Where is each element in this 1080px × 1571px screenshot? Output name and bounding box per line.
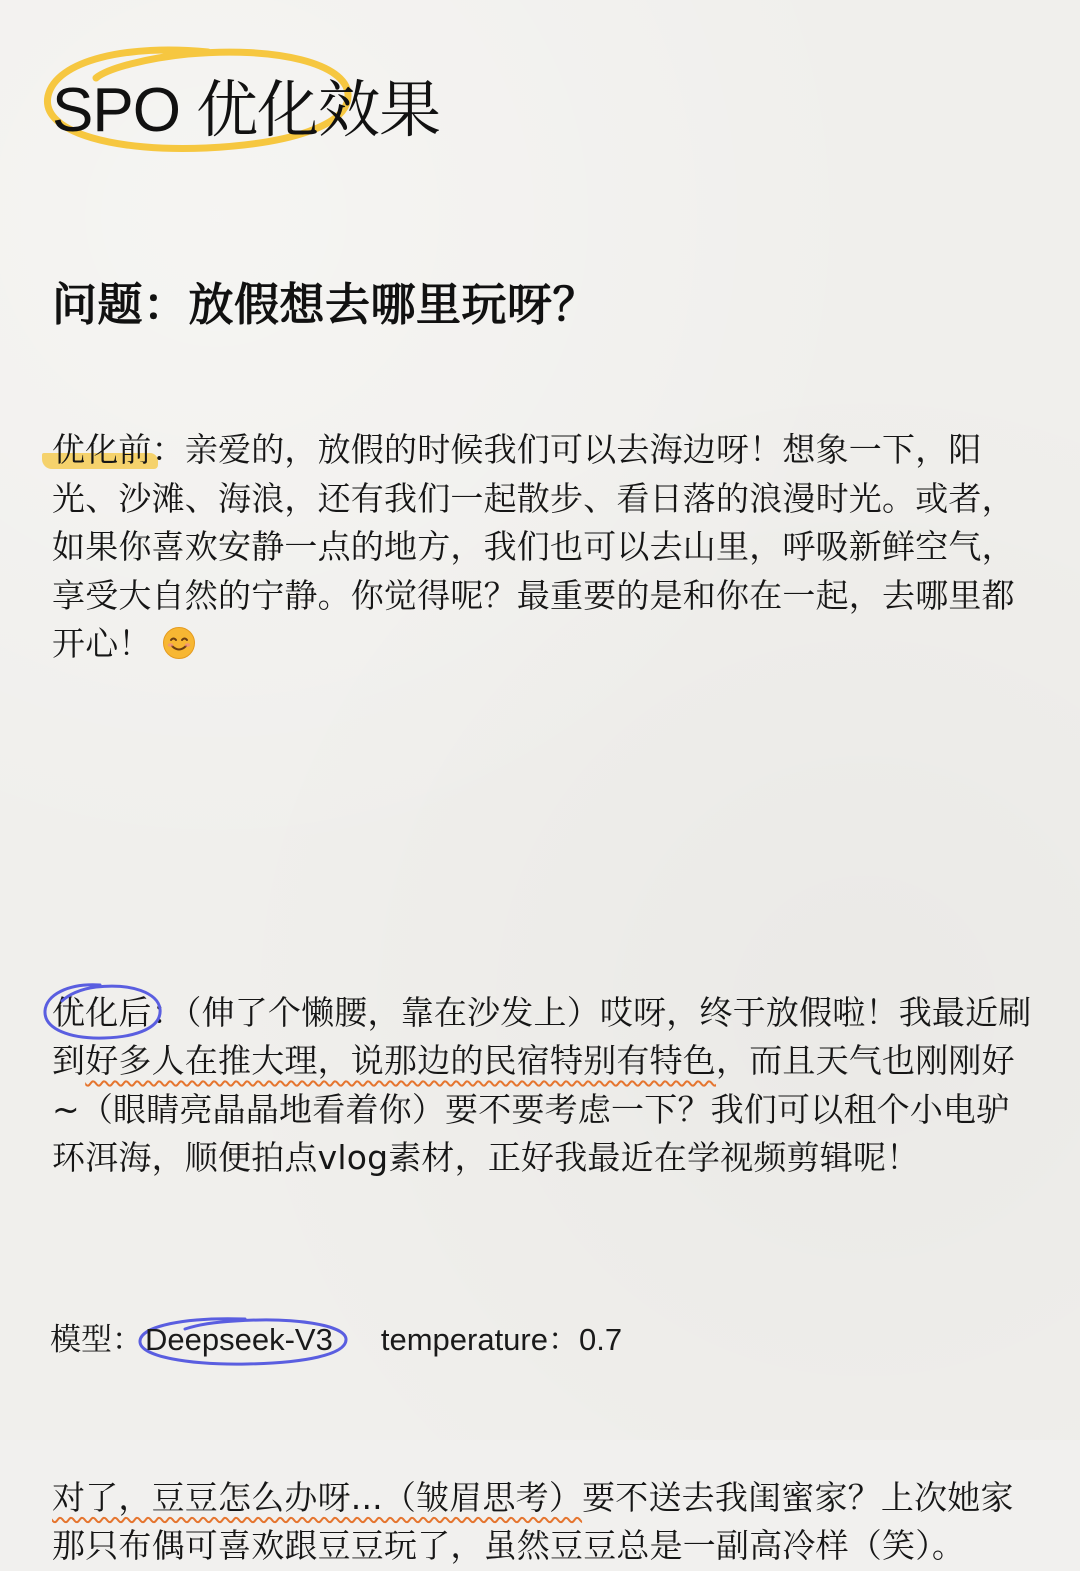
before-text: 亲爱的，放假的时候我们可以去海边呀！想象一下，阳光、沙滩、海浪，还有我们一起散步、看日落的浪漫时光。或者，如果你喜欢安静一点的地方，我们也可以去山里，呼吸新鲜空气，享受大自然的宁静。你觉得呢？最重要的是和你在一起，去哪里都开心！	[52, 430, 1015, 663]
title-block	[38, 38, 448, 158]
temperature-value: 0.7	[578, 1322, 623, 1357]
after-paragraph	[52, 989, 1032, 1183]
after-text-1: （伸了个懒腰，靠在沙发上）哎呀，终于放假啦！我最近刷到	[52, 992, 1032, 1080]
before-label-text: 优化前	[52, 430, 152, 469]
before-colon: ：	[151, 430, 185, 469]
after-followup-paragraph	[52, 1474, 1032, 1571]
page-title: SPO 优化效果	[52, 76, 441, 145]
model-label: 模型：	[50, 1322, 143, 1357]
model-value: Deepseek-V3	[145, 1322, 333, 1357]
followup-underlined-text: 对了，豆豆怎么办呀...（皱眉思考）	[52, 1477, 583, 1517]
before-paragraph	[52, 426, 1032, 669]
before-label	[52, 426, 152, 475]
question-heading: 问题：放假想去哪里玩呀？	[52, 278, 599, 331]
after-underlined-text: 好多人在推大理，说那边的民宿特别有特色	[85, 1041, 717, 1080]
temperature-info	[381, 1314, 622, 1359]
model-value-wrap	[145, 1322, 333, 1358]
smiling-face-emoji-icon	[162, 626, 196, 660]
after-label-text: 优化后	[52, 992, 152, 1032]
after-colon: ：	[151, 992, 185, 1032]
after-label	[52, 989, 152, 1038]
temperature-label: temperature：	[380, 1322, 579, 1357]
followup-text: 要不送去我闺蜜家？上次她家那只布偶可喜欢跟豆豆玩了，虽然豆豆总是一副高冷样（笑）。	[52, 1477, 1014, 1565]
after-text-2: ，而且天气也刚刚好~（眼睛亮晶晶地看着你）要不要考虑一下？我们可以租个小电驴环洱海，顺便拍点vlog素材，正好我最近在学视频剪辑呢！	[52, 1041, 1015, 1177]
footer-meta	[50, 1314, 950, 1370]
